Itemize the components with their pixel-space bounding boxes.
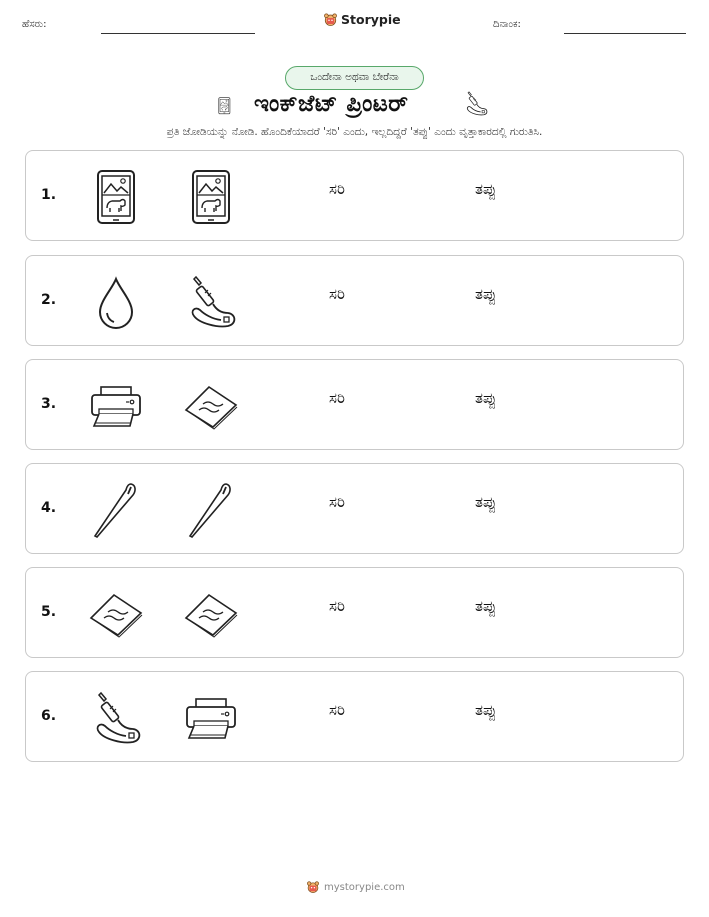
printhead-cable-icon [181,273,241,333]
question-number: 5. [41,604,57,620]
storypie-mascot-icon [323,12,338,27]
brand-name: Storypie [341,12,401,27]
question-number: 6. [41,708,57,724]
question-row-6 [25,671,684,762]
question-number: 2. [41,292,57,308]
ink-drop-icon [86,273,146,333]
question-row-2 [25,255,684,346]
date-line[interactable] [564,33,686,34]
question-number: 1. [41,187,57,203]
answer-wrong[interactable]: ತಪ್ಪು [475,597,497,615]
photo-print-icon [218,94,240,120]
answer-wrong[interactable]: ತಪ್ಪು [475,389,497,407]
date-label: ದಿನಾಂಕ: [493,19,521,30]
paper-sheet-icon [181,585,241,645]
footer [306,880,405,894]
name-label: ಹೆಸರು: [22,19,47,30]
answer-wrong[interactable]: ತಪ್ಪು [475,493,497,511]
activity-tag: ಒಂದೇನಾ ಅಥವಾ ಬೇರೆನಾ [285,66,424,90]
paper-sheet-icon [181,377,241,437]
question-number: 4. [41,500,57,516]
answer-wrong[interactable]: ತಪ್ಪು [475,701,497,719]
photo-print-icon [181,168,241,228]
printer-icon [86,377,146,437]
paper-sheet-icon [86,585,146,645]
question-row-4 [25,463,684,554]
question-number: 3. [41,396,57,412]
brand-logo [323,12,401,27]
printhead-cable-icon [86,689,146,749]
answer-correct[interactable]: ಸರಿ [329,701,345,719]
printhead-cable-icon [462,90,490,118]
storypie-mascot-icon [306,880,320,894]
instructions: ಪ್ರತಿ ಜೋಡಿಯನ್ನು ನೋಡಿ. ಹೊಂದಿಕೆಯಾದರೆ 'ಸರಿ' ಎಂದು, ಇಲ್ಲದಿದ್ದರೆ 'ತಪ್ಪು' ಎಂದು ವೃತ್ತಾಕಾರದಲ್ಲಿ ಗುರುತಿಸಿ. [166,126,543,138]
answer-correct[interactable]: ಸರಿ [329,493,345,511]
needle-icon [86,481,146,541]
answer-correct[interactable]: ಸರಿ [329,285,345,303]
title-row [0,90,709,124]
photo-print-icon [86,168,146,228]
page-title: ಇಂಕ್‌ಜೆಟ್ ಪ್ರಿಂಟರ್ [254,91,409,117]
printer-icon [181,689,241,749]
answer-correct[interactable]: ಸರಿ [329,389,345,407]
answer-wrong[interactable]: ತಪ್ಪು [475,180,497,198]
footer-url[interactable]: mystorypie.com [324,881,405,893]
question-row-1 [25,150,684,241]
worksheet-header [0,0,709,50]
question-row-3 [25,359,684,450]
answer-correct[interactable]: ಸರಿ [329,180,345,198]
needle-icon [181,481,241,541]
answer-wrong[interactable]: ತಪ್ಪು [475,285,497,303]
answer-correct[interactable]: ಸರಿ [329,597,345,615]
name-line[interactable] [101,33,255,34]
question-row-5 [25,567,684,658]
